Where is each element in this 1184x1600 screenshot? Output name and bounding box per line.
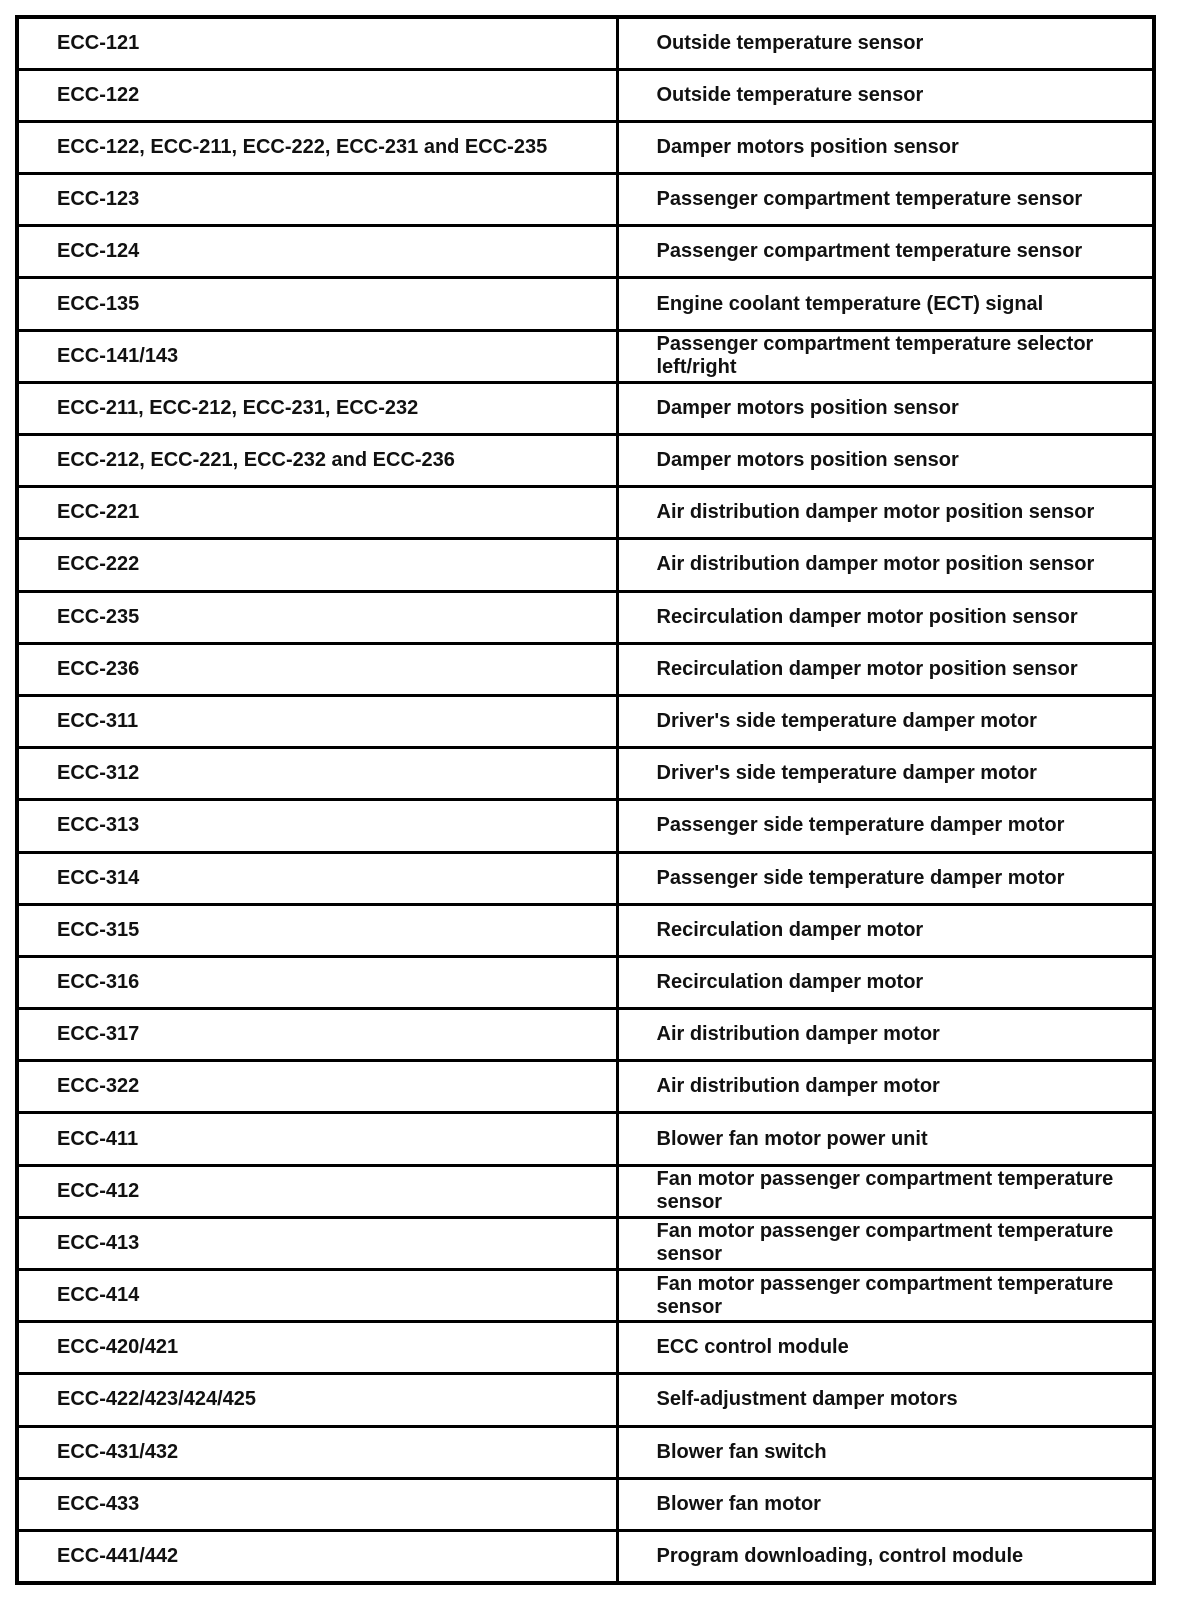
description-cell: Passenger compartment temperature selector left/right [617,330,1154,382]
table-row [17,1009,1154,1061]
code-cell: ECC-315 [17,904,617,956]
code-cell: ECC-412 [17,1165,617,1217]
code-cell: ECC-122, ECC-211, ECC-222, ECC-231 and ECC-235 [17,121,617,173]
table-row [17,591,1154,643]
code-cell: ECC-211, ECC-212, ECC-231, ECC-232 [17,382,617,434]
code-cell: ECC-414 [17,1270,617,1322]
description-cell: Air distribution damper motor position sensor [617,487,1154,539]
description-cell: Air distribution damper motor position sensor [617,539,1154,591]
description-cell: ECC control module [617,1322,1154,1374]
description-cell: Fan motor passenger compartment temperature sensor [617,1165,1154,1217]
table-row [17,904,1154,956]
code-cell: ECC-235 [17,591,617,643]
table-row [17,1530,1154,1583]
description-cell: Program downloading, control module [617,1530,1154,1583]
code-cell: ECC-314 [17,852,617,904]
table-row [17,539,1154,591]
code-cell: ECC-431/432 [17,1426,617,1478]
code-table-container [15,15,1152,1585]
description-cell: Blower fan motor [617,1478,1154,1530]
code-cell: ECC-441/442 [17,1530,617,1583]
description-cell: Driver's side temperature damper motor [617,748,1154,800]
code-cell: ECC-121 [17,17,617,69]
table-row [17,174,1154,226]
table-row [17,17,1154,69]
code-cell: ECC-411 [17,1113,617,1165]
table-row [17,748,1154,800]
description-cell: Air distribution damper motor [617,1061,1154,1113]
description-cell: Outside temperature sensor [617,69,1154,121]
code-cell: ECC-313 [17,800,617,852]
code-cell: ECC-312 [17,748,617,800]
description-cell: Recirculation damper motor position sensor [617,643,1154,695]
code-cell: ECC-420/421 [17,1322,617,1374]
description-cell: Fan motor passenger compartment temperature sensor [617,1217,1154,1269]
description-cell: Recirculation damper motor [617,956,1154,1008]
description-cell: Passenger compartment temperature sensor [617,226,1154,278]
table-row [17,800,1154,852]
table-row [17,643,1154,695]
table-row [17,1113,1154,1165]
code-cell: ECC-316 [17,956,617,1008]
description-cell: Self-adjustment damper motors [617,1374,1154,1426]
ecc-code-table [15,15,1156,1585]
description-cell: Driver's side temperature damper motor [617,695,1154,747]
code-cell: ECC-311 [17,695,617,747]
table-row [17,278,1154,330]
table-row [17,382,1154,434]
description-cell: Damper motors position sensor [617,121,1154,173]
table-row [17,695,1154,747]
description-cell: Recirculation damper motor position sensor [617,591,1154,643]
code-cell: ECC-141/143 [17,330,617,382]
table-row [17,1061,1154,1113]
code-cell: ECC-122 [17,69,617,121]
table-row [17,1478,1154,1530]
description-cell: Fan motor passenger compartment temperature sensor [617,1270,1154,1322]
description-cell: Air distribution damper motor [617,1009,1154,1061]
table-row [17,1270,1154,1322]
table-row [17,1374,1154,1426]
code-cell: ECC-123 [17,174,617,226]
table-row [17,1217,1154,1269]
table-row [17,69,1154,121]
description-cell: Blower fan motor power unit [617,1113,1154,1165]
table-row [17,330,1154,382]
code-cell: ECC-322 [17,1061,617,1113]
table-row [17,1165,1154,1217]
description-cell: Blower fan switch [617,1426,1154,1478]
description-cell: Outside temperature sensor [617,17,1154,69]
table-row [17,121,1154,173]
code-cell: ECC-135 [17,278,617,330]
description-cell: Passenger side temperature damper motor [617,800,1154,852]
table-row [17,1322,1154,1374]
code-cell: ECC-236 [17,643,617,695]
code-cell: ECC-422/423/424/425 [17,1374,617,1426]
code-cell: ECC-222 [17,539,617,591]
description-cell: Damper motors position sensor [617,435,1154,487]
code-cell: ECC-124 [17,226,617,278]
description-cell: Recirculation damper motor [617,904,1154,956]
description-cell: Damper motors position sensor [617,382,1154,434]
table-row [17,226,1154,278]
table-row [17,1426,1154,1478]
code-cell: ECC-433 [17,1478,617,1530]
description-cell: Passenger compartment temperature sensor [617,174,1154,226]
table-row [17,435,1154,487]
code-cell: ECC-221 [17,487,617,539]
code-cell: ECC-212, ECC-221, ECC-232 and ECC-236 [17,435,617,487]
code-cell: ECC-317 [17,1009,617,1061]
table-row [17,852,1154,904]
table-row [17,956,1154,1008]
description-cell: Passenger side temperature damper motor [617,852,1154,904]
table-row [17,487,1154,539]
description-cell: Engine coolant temperature (ECT) signal [617,278,1154,330]
code-cell: ECC-413 [17,1217,617,1269]
